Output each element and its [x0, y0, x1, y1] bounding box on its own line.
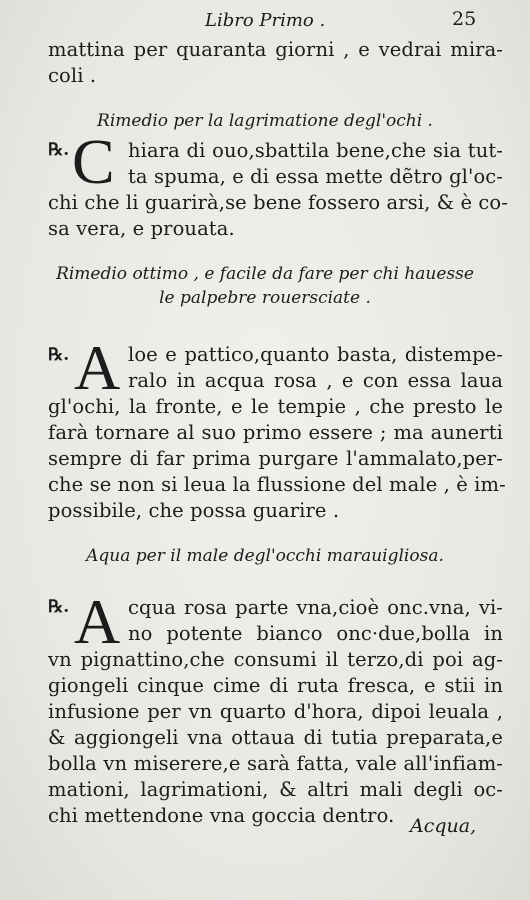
section-heading: le palpebre rouersciate .	[159, 288, 371, 308]
text-line: infusione per vn quarto d'hora, dipoi leuala ,	[48, 700, 503, 723]
text-line: cqua rosa parte vna,cioè onc.vna, vi-	[128, 596, 503, 619]
text-line: coli .	[48, 64, 97, 87]
text-line: vn pignattino,che consumi il terzo,di poi ag-	[48, 648, 503, 671]
text-line: chi mettendone vna goccia dentro.	[48, 804, 395, 827]
recipe-symbol: ℞.	[48, 345, 70, 365]
text-line: gl'ochi, la fronte, e le tempie , che presto le	[48, 395, 503, 418]
text-line: ta spuma, e di essa mette dẽtro gl'oc-	[128, 165, 503, 188]
text-line: & aggiongeli vna ottaua di tutia preparata,e	[48, 726, 503, 749]
text-line: ralo in acqua rosa , e con essa laua	[128, 369, 503, 392]
section-heading: Rimedio ottimo , e facile da fare per chi hauesse	[56, 264, 474, 284]
text-line: bolla vn miserere,e sarà fatta, vale all'infiam-	[48, 752, 503, 775]
recipe-symbol: ℞.	[48, 597, 70, 617]
text-line: sempre di far prima purgare l'ammalato,per-	[48, 447, 503, 470]
catchword: Acqua,	[410, 815, 477, 837]
text-line: hiara di ouo,sbattila bene,che sia tut-	[128, 139, 503, 162]
section-heading: Rimedio per la lagrimatione degl'ochi .	[97, 111, 433, 131]
drop-cap: A	[74, 332, 121, 403]
text-line: giongeli cinque cime di ruta fresca, e stii in	[48, 674, 503, 697]
text-line: possibile, che possa guarire .	[48, 499, 340, 522]
page-number: 25	[452, 8, 477, 30]
text-line: chi che li guarirà,se bene fossero arsi, & è co-	[48, 191, 508, 214]
text-line: farà tornare al suo primo essere ; ma aunerti	[48, 421, 503, 444]
text-line: mationi, lagrimationi, & altri mali degli oc-	[48, 778, 503, 801]
drop-cap: A	[74, 586, 121, 657]
text-line: mattina per quaranta giorni , e vedrai mira-	[48, 38, 503, 61]
section-heading: Aqua per il male degl'occhi marauigliosa.	[86, 546, 444, 566]
text-line: loe e pattico,quanto basta, distempe-	[128, 343, 503, 366]
text-line: no potente bianco onc·due,bolla in	[128, 622, 503, 645]
running-title: Libro Primo .	[205, 10, 326, 31]
text-line: che se non si leua la flussione del male , è im-	[48, 473, 506, 496]
recipe-symbol: ℞.	[48, 140, 70, 160]
text-line: sa vera, e prouata.	[48, 217, 235, 240]
running-header	[0, 4, 530, 32]
drop-cap: C	[72, 126, 115, 197]
